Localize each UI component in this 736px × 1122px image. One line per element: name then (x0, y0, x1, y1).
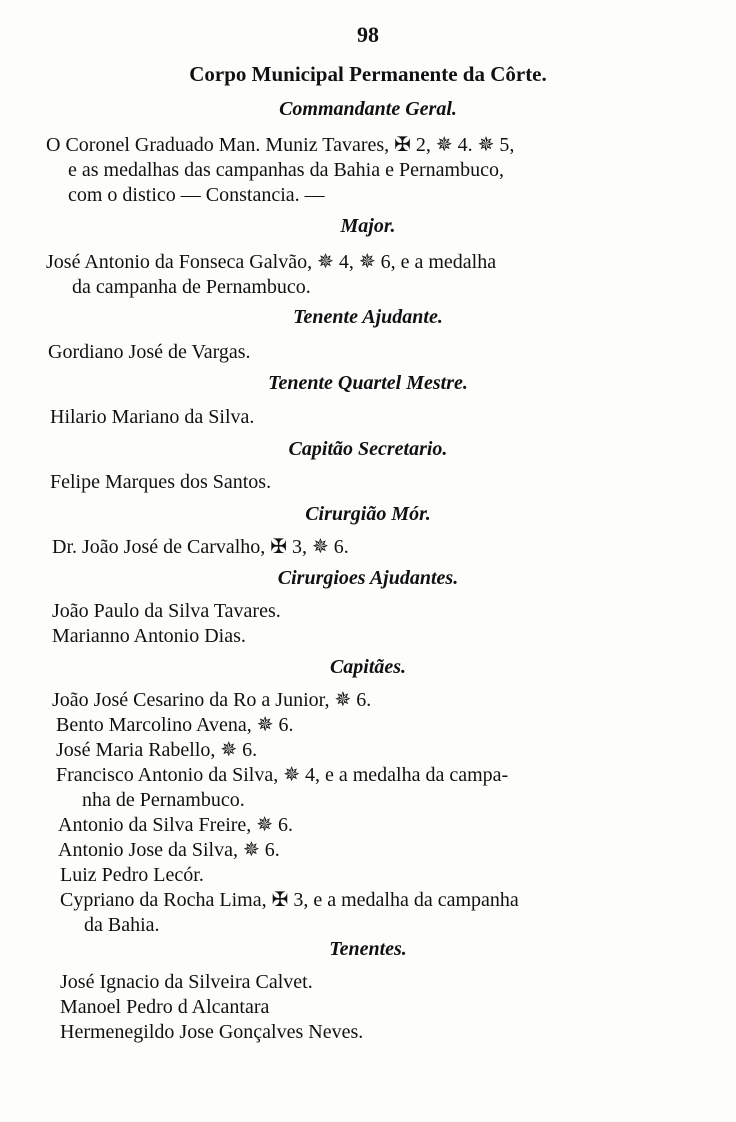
entry-line-2: e as medalhas das campanhas da Bahia e Pernambuco, (68, 159, 504, 181)
section-major: Major. (340, 215, 396, 237)
entry-line-19: Luiz Pedro Lecór. (60, 864, 204, 886)
entry-line-12: João José Cesarino da Ro a Junior, ✵ 6. (52, 689, 372, 711)
entry-line-21: da Bahia. (84, 914, 160, 936)
entry-line-5: da campanha de Pernambuco. (72, 276, 311, 298)
section-capitaes: Capitães. (329, 656, 407, 678)
page-number: 98 (357, 22, 379, 47)
section-tenente-ajudante: Tenente Ajudante. (293, 306, 443, 328)
entry-line-23: Manoel Pedro d Alcantara (60, 996, 270, 1018)
entry-line-4: José Antonio da Fonseca Galvão, ✵ 4, ✵ 6, e a medalha (46, 251, 497, 273)
entry-line-22: José Ignacio da Silveira Calvet. (60, 971, 313, 993)
entry-line-24: Hermenegildo Jose Gonçalves Neves. (60, 1021, 364, 1043)
entry-line-9: Dr. João José de Carvalho, ✠ 3, ✵ 6. (52, 536, 349, 558)
entry-line-13: Bento Marcolino Avena, ✵ 6. (56, 714, 294, 736)
page-heading: Corpo Municipal Permanente da Côrte. (189, 62, 547, 86)
entry-line-15: Francisco Antonio da Silva, ✵ 4, e a medalha da campa- (56, 764, 509, 786)
section-commandante: Commandante Geral. (279, 98, 457, 120)
entry-line-14: José Maria Rabello, ✵ 6. (56, 739, 258, 761)
section-tenentes: Tenentes. (329, 938, 407, 960)
entry-line-8: Felipe Marques dos Santos. (50, 471, 272, 493)
entry-line-3: com o distico — Constancia. — (68, 184, 325, 206)
section-cirurgiao-mor: Cirurgião Mór. (305, 503, 431, 525)
entry-line-1: O Coronel Graduado Man. Muniz Tavares, ✠ 2, ✵ 4. ✵ 5, (46, 134, 515, 156)
entry-line-17: Antonio da Silva Freire, ✵ 6. (58, 814, 294, 836)
entry-line-20: Cypriano da Rocha Lima, ✠ 3, e a medalha da campanha (60, 889, 519, 911)
entry-line-18: Antonio Jose da Silva, ✵ 6. (58, 839, 280, 861)
entry-line-16: nha de Pernambuco. (82, 789, 245, 811)
entry-line-6: Gordiano José de Vargas. (48, 341, 251, 363)
section-tenente-quartel: Tenente Quartel Mestre. (268, 372, 468, 394)
section-cirurgioes-ajudantes: Cirurgioes Ajudantes. (277, 567, 459, 589)
entry-line-11: Marianno Antonio Dias. (52, 625, 246, 647)
entry-line-7: Hilario Mariano da Silva. (50, 406, 255, 428)
entry-line-10: João Paulo da Silva Tavares. (52, 600, 281, 622)
section-capitao-secretario: Capitão Secretario. (288, 438, 448, 460)
